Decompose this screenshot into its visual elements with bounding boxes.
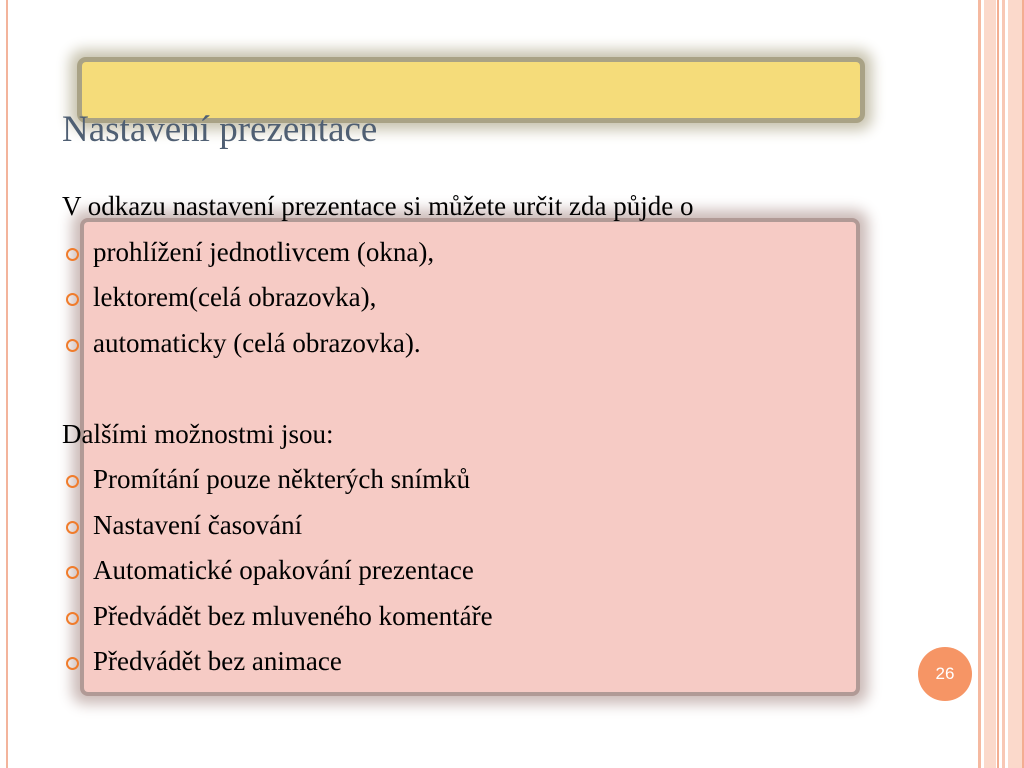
list-item	[62, 594, 882, 640]
circle-bullet-icon	[66, 475, 79, 488]
left-border-line	[6, 0, 8, 768]
list-item	[62, 457, 882, 503]
stripe	[1002, 0, 1005, 768]
list-item	[62, 503, 882, 549]
circle-bullet-icon	[66, 566, 79, 579]
circle-bullet-icon	[66, 657, 79, 670]
list-item	[62, 321, 882, 367]
stripe	[997, 0, 999, 768]
circle-bullet-icon	[66, 521, 79, 534]
right-decorative-stripes	[978, 0, 1024, 768]
list-item	[62, 230, 882, 276]
intro-text: V odkazu nastavení prezentace si můžete určit zda půjde o	[62, 191, 694, 221]
list-item-text: Automatické opakování prezentace	[93, 555, 474, 585]
list-item	[62, 639, 882, 685]
circle-bullet-icon	[66, 339, 79, 352]
list-item-text: lektorem(celá obrazovka),	[93, 282, 377, 312]
slide-content	[62, 184, 882, 685]
list-item-text: prohlížení jednotlivcem (okna),	[93, 236, 435, 267]
stripe	[978, 0, 981, 768]
slide-title: Nastavení prezentace	[62, 109, 378, 150]
spacer	[62, 366, 882, 412]
second-heading: Dalšími možnostmi jsou:	[62, 418, 334, 449]
page-number-badge: 26	[918, 647, 972, 701]
list-item-text: Nastavení časování	[93, 509, 303, 540]
circle-bullet-icon	[66, 612, 79, 625]
list-item-text: Předvádět bez animace	[93, 646, 342, 676]
list-item-text: Předvádět bez mluveného komentáře	[93, 600, 493, 631]
circle-bullet-icon	[66, 293, 79, 306]
stripe	[984, 0, 996, 768]
list-item-text: automaticky (celá obrazovka).	[93, 327, 421, 358]
circle-bullet-icon	[66, 248, 79, 261]
list-item-text: Promítání pouze některých snímků	[93, 464, 471, 494]
list-item	[62, 275, 882, 321]
stripe	[1008, 0, 1022, 768]
list-item	[62, 548, 882, 594]
